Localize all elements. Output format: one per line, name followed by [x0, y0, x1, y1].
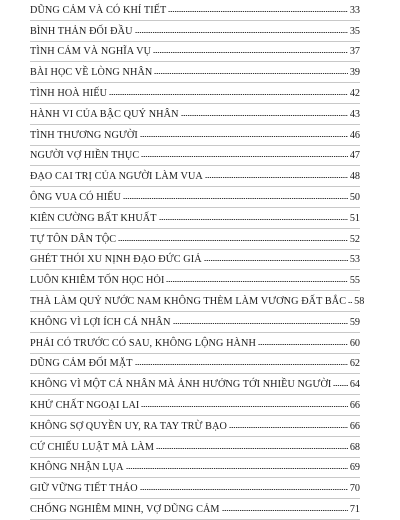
- toc-entry-title: ÔNG VUA CÓ HIẾU: [30, 191, 122, 203]
- toc-entry-title: TÌNH THƯƠNG NGƯỜI: [30, 129, 138, 141]
- toc-entry-title: GHÉT THÓI XU NỊNH ĐẠO ĐỨC GIẢ: [30, 254, 202, 266]
- toc-entry-title: GIỮ VỮNG TIẾT THÁO: [30, 483, 138, 495]
- toc-entry-title: CỨ CHIẾU LUẬT MÀ LÀM: [30, 441, 155, 453]
- toc-entry-page: 68: [349, 441, 360, 453]
- dot-leader: [204, 259, 348, 262]
- toc-entry-page: 70: [349, 483, 360, 495]
- toc-entry-title: PHẢI CÓ TRƯỚC CÓ SAU, KHÔNG LỘNG HÀNH: [30, 337, 256, 349]
- toc-entry-page: 50: [349, 191, 360, 203]
- toc-entry[interactable]: [30, 42, 360, 63]
- toc-entry[interactable]: [30, 250, 360, 271]
- dot-leader: [123, 197, 348, 200]
- toc-entry-page: 53: [349, 254, 360, 266]
- toc-entry-page: 39: [349, 67, 360, 79]
- toc-entry-page: 42: [349, 87, 360, 99]
- dot-leader: [135, 363, 348, 366]
- dot-leader: [181, 114, 348, 117]
- toc-entry-title: KHÔNG VÌ MỘT CÁ NHÂN MÀ ẢNH HƯỞNG TỚI NHIỀU NGƯỜI: [30, 379, 332, 391]
- toc-entry-page: 60: [349, 337, 360, 349]
- toc-entry[interactable]: [30, 478, 360, 499]
- toc-entry-title: THÀ LÀM QUỶ NƯỚC NAM KHÔNG THÈM LÀM VƯƠNG ĐẤT BẮC: [30, 295, 347, 307]
- dot-leader: [118, 239, 348, 242]
- toc-entry[interactable]: [30, 104, 360, 125]
- dot-leader: [141, 405, 347, 408]
- toc-entry[interactable]: [30, 0, 360, 21]
- toc-entry[interactable]: [30, 499, 360, 520]
- toc-entry-page: 58: [354, 295, 365, 307]
- dot-leader: [166, 280, 347, 283]
- toc-entry-page: 52: [349, 233, 360, 245]
- toc-entry[interactable]: [30, 62, 360, 83]
- dot-leader: [140, 488, 348, 491]
- toc-entry-page: 51: [349, 212, 360, 224]
- dot-leader: [168, 10, 347, 13]
- toc-entry-title: DŨNG CẢM ĐỐI MẶT: [30, 358, 133, 370]
- toc-entry-title: KIÊN CƯỜNG BẤT KHUẤT: [30, 212, 157, 224]
- dot-leader: [348, 301, 352, 304]
- toc-entry-title: KHỬ CHẤT NGOẠI LAI: [30, 399, 140, 411]
- dot-leader: [141, 155, 348, 158]
- dot-leader: [159, 218, 348, 221]
- toc-entry-title: ĐẠO CAI TRỊ CỦA NGƯỜI LÀM VUA: [30, 171, 203, 183]
- toc-entry-page: 47: [349, 150, 360, 162]
- toc-entry-page: 55: [349, 275, 360, 287]
- toc-entry-title: HÀNH VI CỦA BẬC QUÝ NHÂN: [30, 108, 179, 120]
- dot-leader: [153, 51, 348, 54]
- toc-entry[interactable]: [30, 187, 360, 208]
- toc-entry[interactable]: [30, 437, 360, 458]
- toc-entry-page: 37: [349, 46, 360, 58]
- toc-entry[interactable]: [30, 166, 360, 187]
- toc-entry-page: 59: [349, 316, 360, 328]
- toc-entry-page: 66: [349, 420, 360, 432]
- toc-entry-page: 43: [349, 108, 360, 120]
- dot-leader: [109, 93, 348, 96]
- toc-entry[interactable]: [30, 354, 360, 375]
- toc-entry[interactable]: [30, 21, 360, 42]
- toc-entry-title: BÀI HỌC VỀ LÒNG NHÂN: [30, 67, 153, 79]
- toc-entry-page: 69: [349, 462, 360, 474]
- dot-leader: [229, 426, 348, 429]
- toc-entry[interactable]: [30, 291, 365, 312]
- toc-entry-page: 66: [349, 399, 360, 411]
- toc-entry-page: 71: [349, 503, 360, 515]
- toc-entry[interactable]: [30, 374, 360, 395]
- dot-leader: [222, 509, 348, 512]
- toc-entry[interactable]: [30, 395, 360, 416]
- toc-entry-page: 46: [349, 129, 360, 141]
- dot-leader: [205, 176, 348, 179]
- toc-entry-title: TÌNH CẢM VÀ NGHĨA VỤ: [30, 46, 152, 58]
- toc-entry-title: NGƯỜI VỢ HIỀN THỤC: [30, 150, 140, 162]
- toc-entry-page: 64: [349, 379, 360, 391]
- toc-entry[interactable]: [30, 208, 360, 229]
- toc-entry-title: KHÔNG SỢ QUYỀN UY, RA TAY TRỪ BẠO: [30, 420, 227, 432]
- toc-entry-title: LUÔN KHIÊM TỐN HỌC HỎI: [30, 275, 165, 287]
- toc-entry-title: TỰ TÔN DÂN TỘC: [30, 233, 117, 245]
- toc-entry[interactable]: [30, 416, 360, 437]
- toc-entry-title: CHỐNG NGHIÊM MINH, VỢ DŨNG CẢM: [30, 503, 220, 515]
- toc-entry-page: 48: [349, 171, 360, 183]
- dot-leader: [140, 135, 348, 138]
- toc-entry-title: KHÔNG VÌ LỢI ÍCH CÁ NHÂN: [30, 316, 171, 328]
- dot-leader: [173, 322, 348, 325]
- dot-leader: [333, 384, 347, 387]
- toc-entry-title: BÌNH THẢN ĐỐI ĐẦU: [30, 25, 133, 37]
- toc-entry-title: DŨNG CẢM VÀ CÓ KHÍ TIẾT: [30, 4, 167, 16]
- dot-leader: [156, 447, 348, 450]
- toc-entry-title: TÌNH HOÀ HIẾU: [30, 87, 108, 99]
- toc-entry-page: 35: [349, 25, 360, 37]
- toc-entry[interactable]: [30, 458, 360, 479]
- toc-entry[interactable]: [30, 146, 360, 167]
- table-of-contents: [30, 0, 365, 520]
- dot-leader: [126, 467, 348, 470]
- dot-leader: [258, 343, 348, 346]
- toc-entry-page: 62: [349, 358, 360, 370]
- toc-entry[interactable]: [30, 83, 360, 104]
- dot-leader: [154, 72, 347, 75]
- toc-entry[interactable]: [30, 125, 360, 146]
- toc-entry[interactable]: [30, 312, 360, 333]
- toc-entry[interactable]: [30, 270, 360, 291]
- toc-entry[interactable]: [30, 333, 360, 354]
- dot-leader: [135, 31, 348, 34]
- toc-entry-page: 33: [349, 4, 360, 16]
- toc-entry[interactable]: [30, 229, 360, 250]
- toc-entry-title: KHÔNG NHẬN LỤA: [30, 462, 124, 474]
